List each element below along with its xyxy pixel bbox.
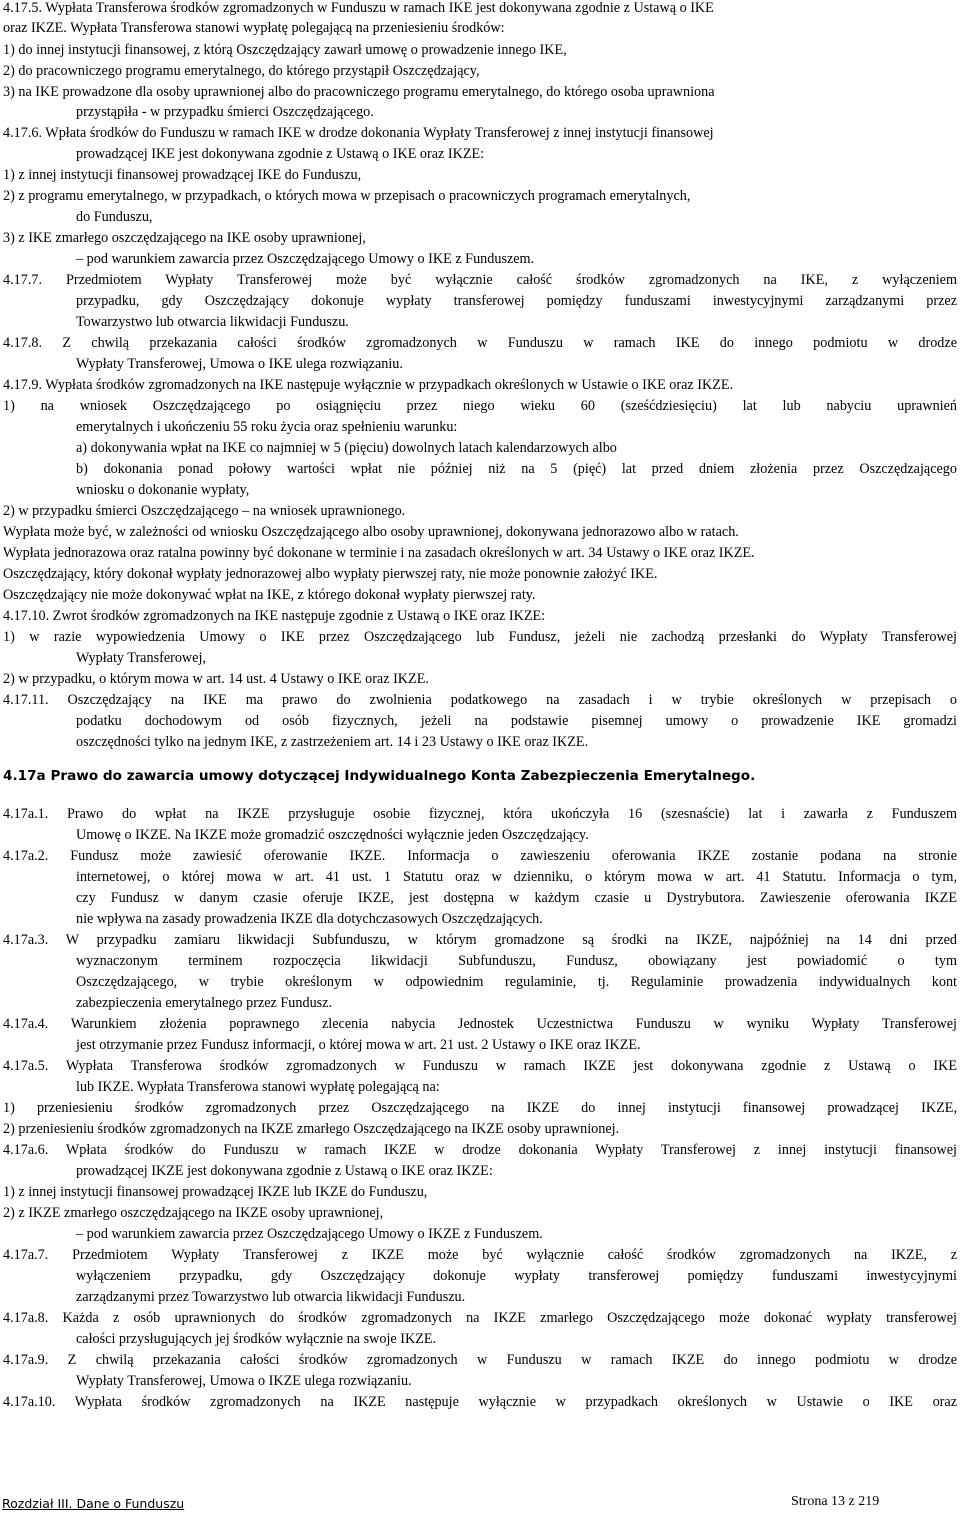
text-line: 4.17a.8. Każda z osób uprawnionych do środków zgromadzonych na IKZE zmarłego Oszczędzającego może dokonać wypłaty transferowej xyxy=(3,1310,957,1326)
text-line: lub IKZE. Wypłata Transferowa stanowi wypłatę polegającą na: xyxy=(76,1079,440,1095)
text-line: 1) z innej instytucji finansowej prowadzącej IKZE lub IKZE do Funduszu, xyxy=(3,1184,428,1200)
text-line: 4.17a.10. Wypłata środków zgromadzonych na IKZE następuje wyłącznie w przypadkach określonych w Ustawie o IKE oraz xyxy=(3,1394,957,1410)
text-line: 3) na IKE prowadzone dla osoby uprawnionej albo do pracowniczego programu emerytalnego, do którego osoba uprawniona xyxy=(3,84,715,100)
text-line: oszczędności tylko na jednym IKE, z zastrzeżeniem art. 14 i 23 Ustawy o IKE oraz IKZE. xyxy=(76,734,589,750)
text-line: do Funduszu, xyxy=(76,209,153,225)
text-line: Oszczędzający, który dokonał wypłaty jednorazowej albo wypłaty pierwszej raty, nie może ponownie założyć IKE. xyxy=(3,566,658,582)
text-line: 4.17.8. Z chwilą przekazania całości środków zgromadzonych w Funduszu w ramach IKE do innego podmiotu w drodze xyxy=(3,335,957,351)
text-line: 4.17a.5. Wypłata Transferowa środków zgromadzonych w Funduszu w ramach IKZE jest dokonywana zgodnie z Ustawą o IKE xyxy=(3,1058,957,1074)
text-line: nie wpływa na zasady prowadzenia IKZE dla dotychczasowych Oszczędzających. xyxy=(76,911,543,927)
text-line: Wypłata jednorazowa oraz ratalna powinny być dokonane w terminie i na zasadach określonych w art. 34 Ustawy o IKE oraz IKZE. xyxy=(3,545,755,561)
text-line: Oszczędzającego, w trybie określonym w odpowiednim regulaminie, tj. Regulaminie prowadzenia indywidualnych kont xyxy=(76,974,957,990)
text-line: internetowej, o której mowa w art. 41 ust. 1 Statutu oraz w dzienniku, o którym mowa w art. 41 Statutu. Informacja o tym, xyxy=(76,869,957,885)
text-line: prowadzącej IKZE jest dokonywana zgodnie z Ustawą o IKE oraz IKZE: xyxy=(76,1163,493,1179)
text-line: wyznaczonym terminem rozpoczęcia likwidacji Subfunduszu, Fundusz, obowiązany jest powiadomić o tym xyxy=(76,953,957,969)
text-line: 4.17.10. Zwrot środków zgromadzonych na IKE następuje zgodnie z Ustawą o IKE oraz IKZE: xyxy=(3,608,546,624)
text-line: – pod warunkiem zawarcia przez Oszczędzającego Umowy o IKZE z Funduszem. xyxy=(76,1226,543,1242)
text-line: 1) przeniesieniu środków zgromadzonych przez Oszczędzającego na IKZE do innej instytucji finansowej prowadzącej IKZE, xyxy=(3,1100,957,1116)
text-line: Wypłata może być, w zależności od wniosku Oszczędzającego albo osoby uprawnionej, dokonywana jednorazowo albo w ratach. xyxy=(3,524,739,540)
text-line: 4.17a.6. Wpłata środków do Funduszu w ramach IKZE w drodze dokonania Wypłaty Transferowej z innej instytucji finansowej xyxy=(3,1142,957,1158)
text-line: emerytalnych i ukończeniu 55 roku życia oraz spełnieniu warunku: xyxy=(76,419,458,435)
text-line: przypadku, gdy Oszczędzający dokonuje wypłaty transferowej pomiędzy funduszami inwestycyjnymi zarządzanymi przez xyxy=(76,293,957,309)
text-line: Umowę o IKZE. Na IKZE może gromadzić oszczędności wyłącznie jeden Oszczędzający. xyxy=(76,827,589,843)
text-line: całości przysługujących jej środków wyłącznie na swoje IKZE. xyxy=(76,1331,437,1347)
text-line: – pod warunkiem zawarcia przez Oszczędzającego Umowy o IKE z Funduszem. xyxy=(76,251,535,267)
text-line: 1) z innej instytucji finansowej prowadzącej IKE do Funduszu, xyxy=(3,167,362,183)
text-line: 2) z programu emerytalnego, w przypadkach, o których mowa w przepisach o pracowniczych programach emerytalnych, xyxy=(3,188,691,204)
text-line: 4.17a.4. Warunkiem złożenia poprawnego zlecenia nabycia Jednostek Uczestnictwa Funduszu w wyniku Wypłaty Transferowej xyxy=(3,1016,957,1032)
text-line: prowadzącej IKE jest dokonywana zgodnie z Ustawą o IKE oraz IKZE: xyxy=(76,146,485,162)
text-line: 4.17a.2. Fundusz może zawiesić oferowanie IKZE. Informacja o zawieszeniu oferowania IKZE zostanie podana na stronie xyxy=(3,848,957,864)
text-line: oraz IKZE. Wypłata Transferowa stanowi wypłatę polegającą na przeniesieniu środków: xyxy=(3,20,505,36)
text-line: 1) w razie wypowiedzenia Umowy o IKE przez Oszczędzającego lub Fundusz, jeżeli nie zachodzą przesłanki do Wypłaty Transferowej xyxy=(3,629,957,645)
text-line: podatku dochodowym od osób fizycznych, jeżeli na podstawie pisemnej umowy o prowadzenie IKE gromadzi xyxy=(76,713,957,729)
text-line: 4.17.11. Oszczędzający na IKE ma prawo do zwolnienia podatkowego na zasadach i w trybie określonych w przepisach o xyxy=(3,692,957,708)
text-line: b) dokonania ponad połowy wartości wpłat nie później niż na 5 (pięć) lat przed dniem złożenia przez Oszczędzającego xyxy=(76,461,957,477)
text-line: 4.17a.9. Z chwilą przekazania całości środków zgromadzonych w Funduszu w ramach IKZE do innego podmiotu w drodze xyxy=(3,1352,957,1368)
text-line: przystąpiła - w przypadku śmierci Oszczędzającego. xyxy=(76,104,374,120)
footer-page-number: Strona 13 z 219 xyxy=(791,1494,880,1509)
text-line: 4.17.6. Wpłata środków do Funduszu w ramach IKE w drodze dokonania Wypłaty Transferowej z innej instytucji finansowej xyxy=(3,125,714,141)
text-line: Towarzystwo lub otwarcia likwidacji Funduszu. xyxy=(76,314,349,330)
text-line: a) dokonywania wpłat na IKE co najmniej w 5 (pięciu) dowolnych latach kalendarzowych albo xyxy=(76,440,617,456)
text-line: 1) do innej instytucji finansowej, z którą Oszczędzający zawarł umowę o prowadzenie innego IKE, xyxy=(3,42,567,58)
text-line: 4.17a.7. Przedmiotem Wypłaty Transferowej z IKZE może być wyłącznie całość środków zgromadzonych na IKZE, z xyxy=(3,1247,957,1263)
text-line: 2) do pracowniczego programu emerytalnego, do którego przystąpił Oszczędzający, xyxy=(3,63,480,79)
text-line: zabezpieczenia emerytalnego przez Fundusz. xyxy=(76,995,333,1011)
text-line: 2) w przypadku, o którym mowa w art. 14 ust. 4 Ustawy o IKE oraz IKZE. xyxy=(3,671,429,687)
text-line: Wypłaty Transferowej, Umowa o IKZE ulega rozwiązaniu. xyxy=(76,1373,412,1389)
text-line: wyłączeniem przypadku, gdy Oszczędzający dokonuje wypłaty transferowej pomiędzy funduszami inwestycyjnymi xyxy=(76,1268,957,1284)
footer-section-title: Rozdział III. Dane o Funduszu xyxy=(2,1496,185,1511)
text-line: 2) z IKZE zmarłego oszczędzającego na IKZE osoby uprawnionej, xyxy=(3,1205,384,1221)
text-line: 4.17a.3. W przypadku zamiaru likwidacji Subfunduszu, w którym gromadzone są środki na IKZE, najpóźniej na 14 dni przed xyxy=(3,932,957,948)
text-line: Wypłaty Transferowej, xyxy=(76,650,206,666)
text-line: 4.17a.1. Prawo do wpłat na IKZE przysługuje osobie fizycznej, która ukończyła 16 (szesnaście) lat i zawarła z Funduszem xyxy=(3,806,957,822)
text-line: 4.17.7. Przedmiotem Wypłaty Transferowej może być wyłącznie całość środków zgromadzonych na IKE, z wyłączeniem xyxy=(3,272,957,288)
text-line: 2) w przypadku śmierci Oszczędzającego – na wniosek uprawnionego. xyxy=(3,503,406,519)
text-line: 1) na wniosek Oszczędzającego po osiągnięciu przez niego wieku 60 (sześćdziesięciu) lat lub nabyciu uprawnień xyxy=(3,398,957,414)
text-line: 3) z IKE zmarłego oszczędzającego na IKE osoby uprawnionej, xyxy=(3,230,366,246)
text-line: zarządzanymi przez Towarzystwo lub otwarcia likwidacji Funduszu. xyxy=(76,1289,466,1305)
text-line: Oszczędzający nie może dokonywać wpłat na IKE, z którego dokonał wypłaty pierwszej raty. xyxy=(3,587,536,603)
text-line: czy Fundusz w danym czasie oferuje IKZE, jest dostępna w każdym czasie u Dystrybutora. Zawieszenie oferowania IKZE xyxy=(76,890,957,906)
text-line: wniosku o dokonanie wypłaty, xyxy=(76,482,250,498)
text-line: Wypłaty Transferowej, Umowa o IKE ulega rozwiązaniu. xyxy=(76,356,403,372)
text-line: 2) przeniesieniu środków zgromadzonych na IKZE zmarłego Oszczędzającego na IKZE osoby uprawnionej. xyxy=(3,1121,620,1137)
text-line: 4.17.9. Wypłata środków zgromadzonych na IKE następuje wyłącznie w przypadkach określonych w Ustawie o IKE oraz IKZE. xyxy=(3,377,734,393)
text-line: 4.17.5. Wypłata Transferowa środków zgromadzonych w Funduszu w ramach IKE jest dokonywana zgodnie z Ustawą o IKE xyxy=(3,0,714,16)
section-heading: 4.17a Prawo do zawarcia umowy dotyczącej Indywidualnego Konta Zabezpieczenia Emerytalnego. xyxy=(3,768,756,784)
text-line: jest otrzymanie przez Fundusz informacji, o której mowa w art. 21 ust. 2 Ustawy o IKE oraz IKZE. xyxy=(76,1037,641,1053)
